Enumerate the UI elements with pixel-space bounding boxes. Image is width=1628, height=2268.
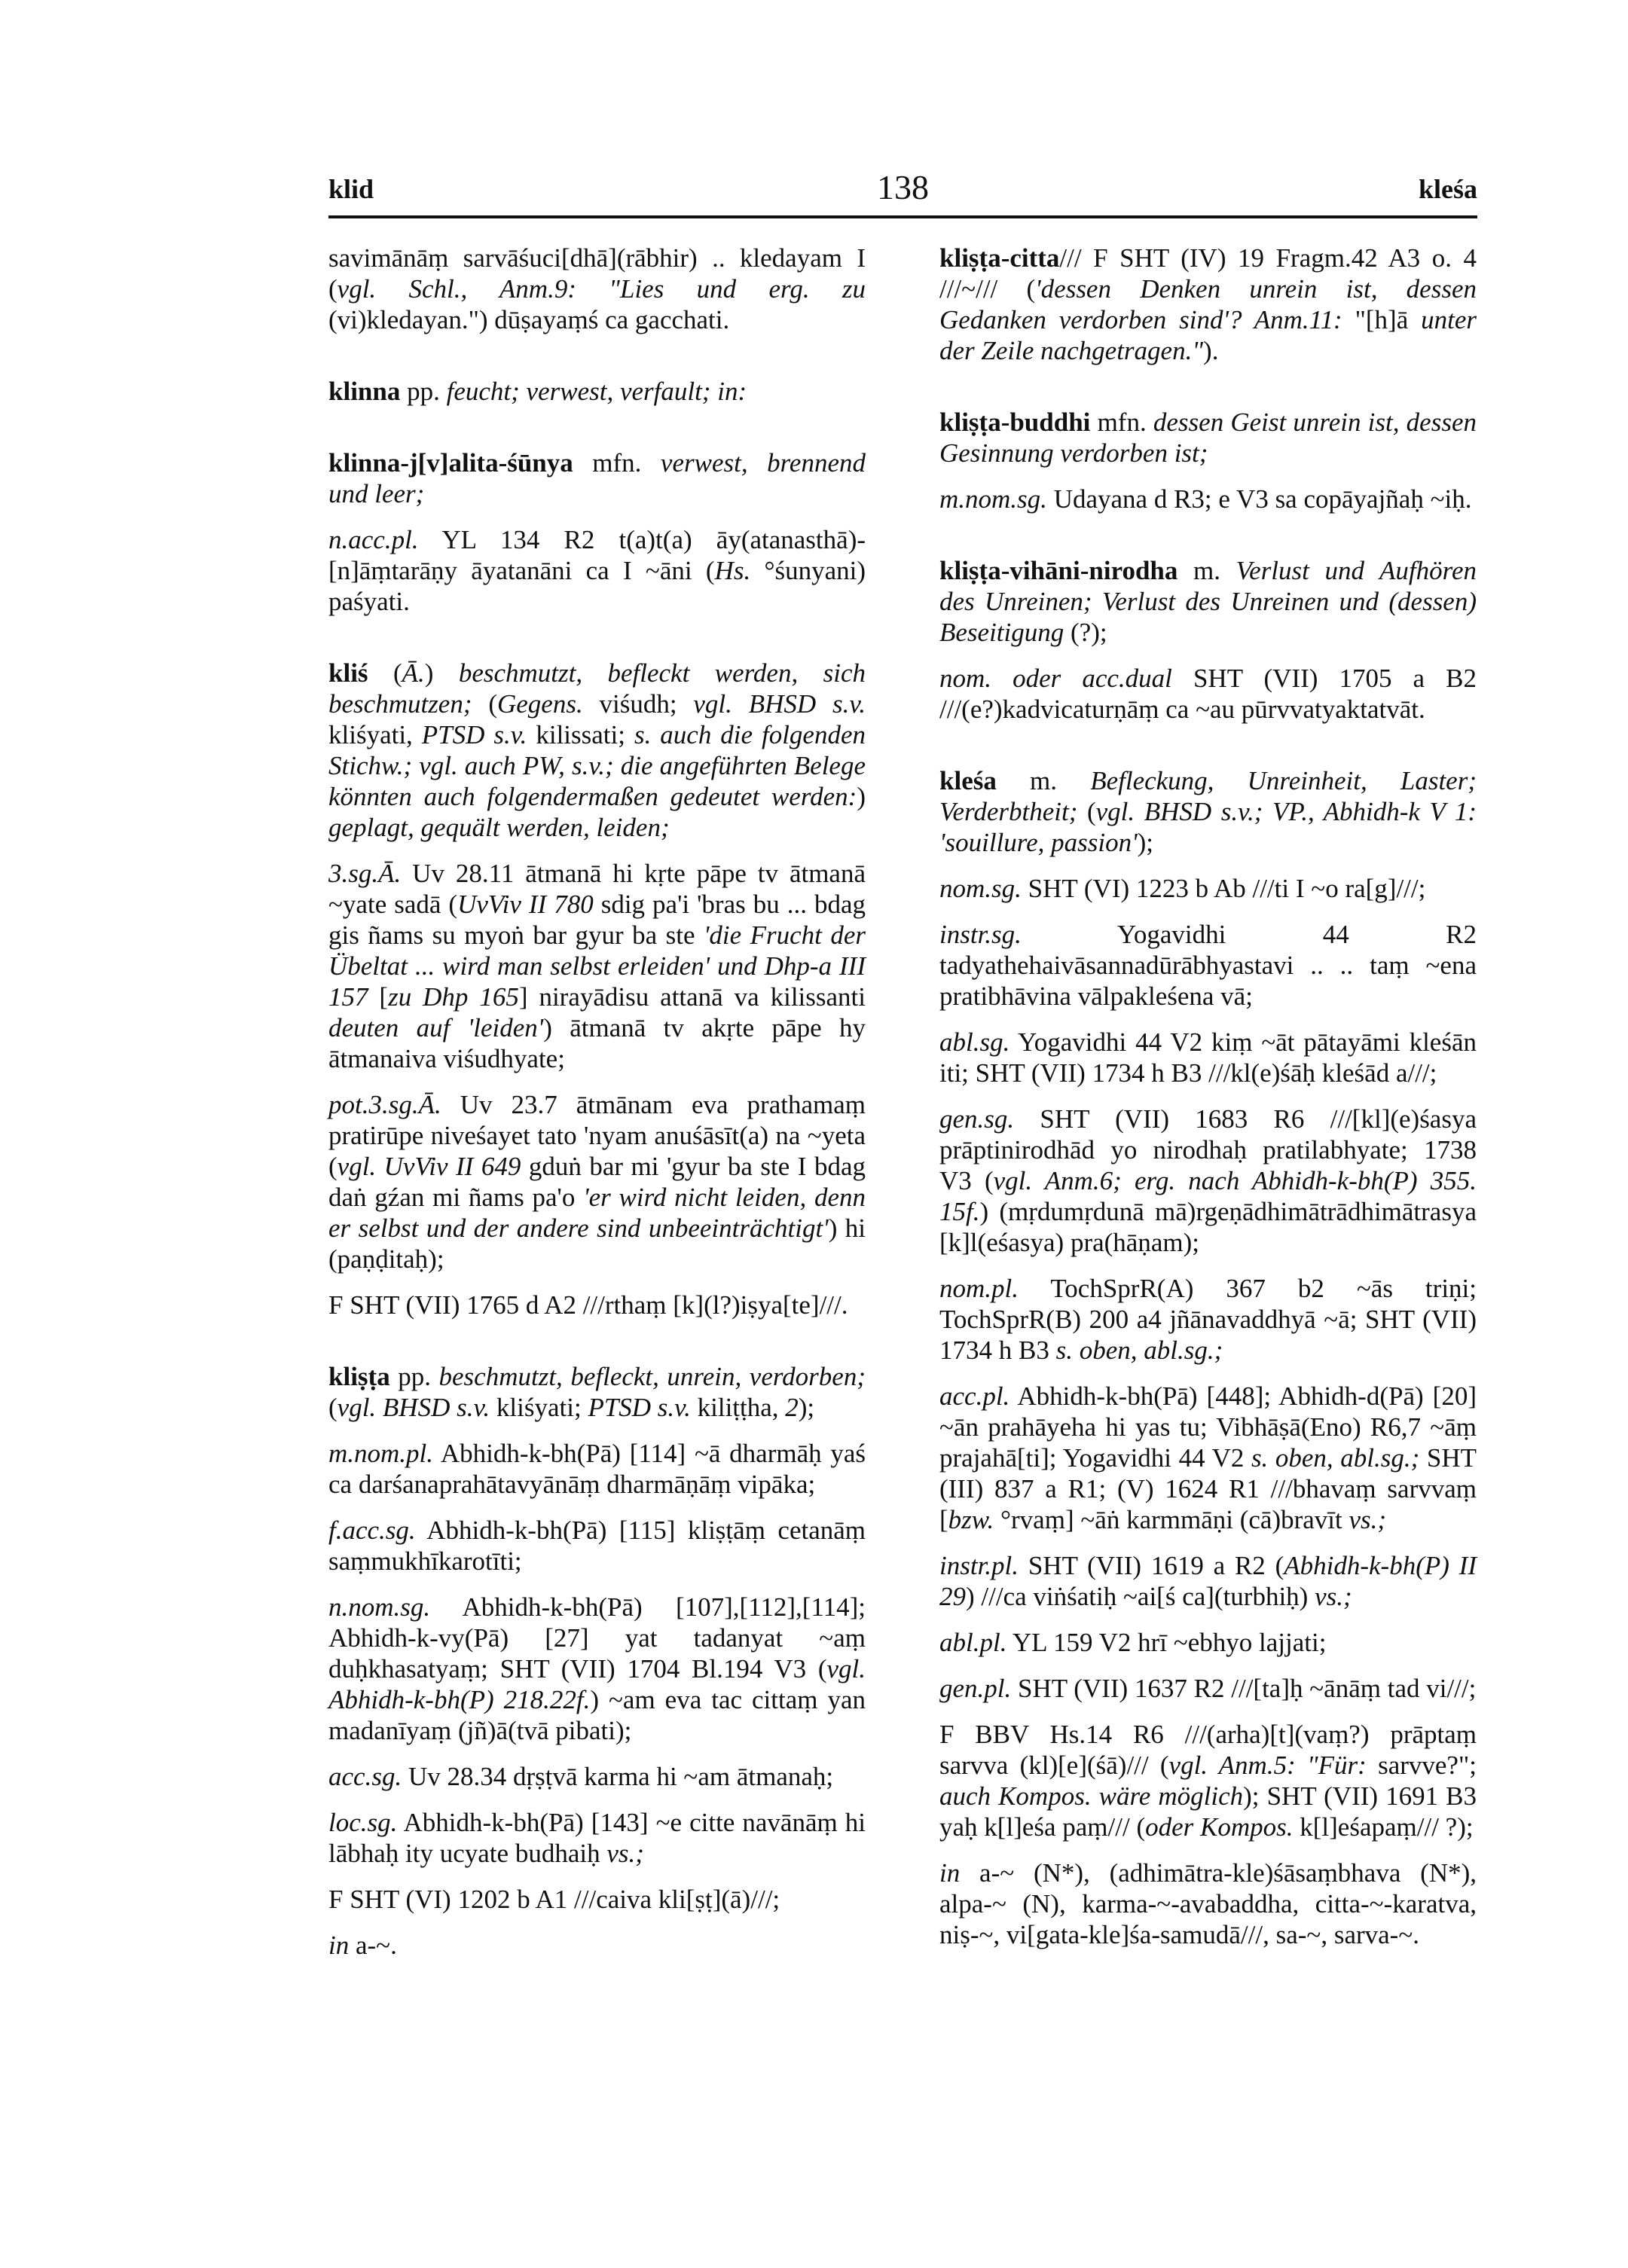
entry-paragraph: klinna-j[v]alita-śūnya mfn. verwest, brennend und leer; (328, 448, 866, 508)
entry-paragraph: kliṣṭa-buddhi mfn. dessen Geist unrein ist, dessen Gesinnung verdorben ist; (939, 408, 1477, 468)
entry-paragraph: F SHT (VII) 1765 d A2 ///rthaṃ [k](l?)iṣya[te]///. (328, 1290, 848, 1320)
entry-paragraph: loc.sg. Abhidh-k-bh(Pā) [143] ~e citte navānāṃ hi lābhaḥ ity ucyate budhaiḥ vs.; (328, 1808, 866, 1868)
right-column (939, 243, 1477, 1965)
entry-paragraph: klinna pp. feucht; verwest, verfault; in: (328, 377, 747, 406)
entry-paragraph: nom. oder acc.dual SHT (VII) 1705 a B2 ///(e?)kadvicaturṇāṃ ca ~au pūrvvatyaktatvāt. (939, 664, 1477, 724)
entry-paragraph: instr.sg. Yogavidhi 44 R2 tadyathehaivāsannadūrābhyastavi .. .. taṃ ~ena pratibhāvina vālpakleśena vā; (939, 920, 1477, 1011)
entry-paragraph: abl.sg. Yogavidhi 44 V2 kiṃ ~āt pātayāmi kleśān iti; SHT (VII) 1734 h B3 ///kl(e)śāḥ kleśād a///; (939, 1027, 1477, 1088)
left-column (328, 243, 866, 1976)
entry-paragraph: F SHT (VI) 1202 b A1 ///caiva kli[ṣṭ](ā)///; (328, 1885, 780, 1914)
entry-paragraph: n.acc.pl. YL 134 R2 t(a)t(a) āy(atanasthā)-[n]āṃtarāṇy āyatanāni ca I ~āni (Hs. °śunyani) paśyati. (328, 525, 866, 616)
entry-paragraph: kliṣṭa-vihāni-nirodha m. Verlust und Aufhören des Unreinen; Verlust des Unreinen und (dessen) Beseitigung (?); (939, 556, 1477, 647)
entry-paragraph: acc.pl. Abhidh-k-bh(Pā) [448]; Abhidh-d(Pā) [20] ~ān prahāyeha hi yas tu; Vibhāṣā(Eno) R6,7 ~āṃ prajahā[ti]; Yogavidhi 44 V2 s. oben, abl.sg.; SHT (III) 837 a R1; (V) 1624 R1 ///bhavaṃ sarvvaṃ [bzw. °rvaṃ] ~āṅ karmmāṇi (cā)bravīt vs.; (939, 1381, 1477, 1534)
entry-paragraph: kliṣṭa-citta/// F SHT (IV) 19 Fragm.42 A3 o. 4 ///~/// ('dessen Denken unrein ist, dessen Gedanken verdorben sind'? Anm.11: "[h]ā unter der Zeile nachgetragen."). (939, 243, 1477, 365)
entry-paragraph: savimānāṃ sarvāśuci[dhā](rābhir) .. kledayam I (vgl. Schl., Anm.9: "Lies und erg. zu (vi)kledayan.") dūṣayaṃś ca gacchati. (328, 243, 866, 334)
entry-paragraph: in a-~. (328, 1931, 397, 1960)
page-number: 138 (877, 168, 929, 206)
entry-paragraph: 3.sg.Ā. Uv 28.11 ātmanā hi kṛte pāpe tv ātmanā ~yate sadā (UvViv II 780 sdig pa'i 'bras bu ... bdag gis ñams su myoṅ bar gyur ba ste 'die Frucht der Übeltat ... wird man selbst erleiden' und Dhp-a III 157 [zu Dhp 165] nirayādisu attanā va kilissanti deuten auf 'leiden') ātmanā tv akṛte pāpe hy ātmanaiva viśudhyate; (328, 859, 866, 1073)
entry-paragraph: pot.3.sg.Ā. Uv 23.7 ātmānam eva prathamaṃ pratirūpe niveśayet tato 'nyam anuśāsīt(a) na ~yeta (vgl. UvViv II 649 gduṅ bar mi 'gyur ba ste I bdag daṅ gźan mi ñams pa'o 'er wird nicht leiden, denn er selbst und der andere sind unbeeinträchtigt') hi (paṇḍitaḥ); (328, 1090, 866, 1274)
entry-paragraph: nom.sg. SHT (VI) 1223 b Ab ///ti I ~o ra[g]///; (939, 874, 1426, 903)
entry-paragraph: kliṣṭa pp. beschmutzt, befleckt, unrein, verdorben; (vgl. BHSD s.v. kliśyati; PTSD s.v. kiliṭṭha, 2); (328, 1362, 866, 1422)
header-rule (328, 215, 1477, 218)
entry-paragraph: F BBV Hs.14 R6 ///(arha)[t](vaṃ?) prāptaṃ sarvva (kl)[e](śā)/// (vgl. Anm.5: "Für: sarvve?"; auch Kompos. wäre möglich); SHT (VII) 1691 B3 yaḥ k[l]eśa paṃ/// (oder Kompos. k[l]eśapaṃ/// ?); (939, 1720, 1477, 1842)
entry-paragraph: in a-~ (N*), (adhimātra-kle)śāsaṃbhava (N*), alpa-~ (N), karma-~-avabaddha, citta-~-karatva, niṣ-~, vi[gata-kle]śa-samudā///, sa-~, sarva-~. (939, 1858, 1477, 1949)
entry-paragraph: abl.pl. YL 159 V2 hrī ~ebhyo lajjati; (939, 1628, 1327, 1657)
entry-paragraph: f.acc.sg. Abhidh-k-bh(Pā) [115] kliṣṭāṃ cetanāṃ saṃmukhīkarotīti; (328, 1516, 866, 1576)
entry-paragraph: instr.pl. SHT (VII) 1619 a R2 (Abhidh-k-bh(P) II 29) ///ca viṅśatiḥ ~ai[ś ca](turbhiḥ) vs.; (939, 1551, 1477, 1611)
running-head-right: kleśa (1418, 174, 1477, 204)
entry-paragraph: gen.sg. SHT (VII) 1683 R6 ///[kl](e)śasya prāptinirodhād yo nirodhaḥ pratilabhyate; 1738 V3 (vgl. Anm.6; erg. nach Abhidh-k-bh(P) 355. 15f.) (mṛdumṛdunā mā)rgeṇādhimātrādhimātrasya [k]l(eśasya) pra(hāṇam); (939, 1104, 1477, 1257)
entry-paragraph: n.nom.sg. Abhidh-k-bh(Pā) [107],[112],[114]; Abhidh-k-vy(Pā) [27] yat tadanyat ~aṃ duḥkhasatyaṃ; SHT (VII) 1704 Bl.194 V3 (vgl. Abhidh-k-bh(P) 218.22f.) ~am eva tac cittaṃ yan madanīyaṃ (jñ)ā(tvā pibati); (328, 1592, 866, 1745)
entry-paragraph: m.nom.sg. Udayana d R3; e V3 sa copāyajñaḥ ~iḥ. (939, 484, 1472, 514)
entry-paragraph: kliś (Ā.) beschmutzt, befleckt werden, sich beschmutzen; (Gegens. viśudh; vgl. BHSD s.v. kliśyati, PTSD s.v. kilissati; s. auch die folgenden Stichw.; vgl. auch PW, s.v.; die angeführten Belege könnten auch folgendermaßen gedeutet werden:) geplagt, gequält werden, leiden; (328, 658, 866, 842)
running-head-left: klid (328, 174, 374, 204)
entry-paragraph: kleśa m. Befleckung, Unreinheit, Laster; Verderbtheit; (vgl. BHSD s.v.; VP., Abhidh-k V 1: 'souillure, passion'); (939, 766, 1477, 857)
page-header (328, 167, 1477, 212)
entry-paragraph: nom.pl. TochSprR(A) 367 b2 ~ās triṇi; TochSprR(B) 200 a4 jñānavaddhyā ~ā; SHT (VII) 1734 h B3 s. oben, abl.sg.; (939, 1274, 1477, 1365)
entry-paragraph: m.nom.pl. Abhidh-k-bh(Pā) [114] ~ā dharmāḥ yaś ca darśanaprahātavyānāṃ dharmāṇāṃ vipāka; (328, 1439, 866, 1499)
entry-paragraph: gen.pl. SHT (VII) 1637 R2 ///[ta]ḥ ~ānāṃ tad vi///; (939, 1674, 1477, 1703)
entry-paragraph: acc.sg. Uv 28.34 dṛṣṭvā karma hi ~am ātmanaḥ; (328, 1762, 834, 1791)
